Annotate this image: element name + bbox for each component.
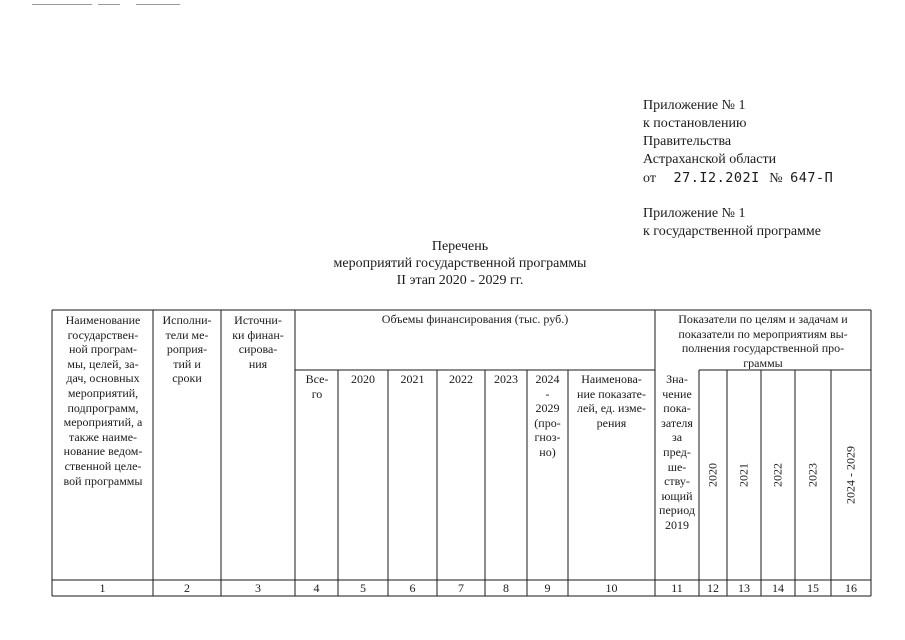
header-indicator-name: Наименова- ние показате- лей, ед. изме- рения: [577, 372, 646, 430]
column-number: 3: [255, 581, 261, 595]
decree-date: 27.I2.202I: [673, 170, 760, 186]
header-indicator-year-2023: 2023: [805, 463, 820, 487]
document-title: [300, 238, 620, 289]
decree-prefix: от: [643, 171, 656, 186]
decree-number-sign: №: [769, 171, 783, 186]
column-number: 8: [503, 581, 509, 595]
column-number: 12: [707, 581, 719, 595]
column-number: 9: [544, 581, 551, 595]
appendix-resolution: [643, 97, 833, 187]
header-indicators: Показатели по целям и задачам и показатели по мероприятиям вы- полнения государственной про- граммы: [678, 312, 848, 369]
header-funding-2020: 2020: [351, 372, 375, 386]
header-funding-2022: 2022: [449, 372, 473, 386]
title-line: мероприятий государственной программы: [333, 256, 587, 271]
column-number: 7: [458, 581, 464, 595]
column-number: 2: [184, 581, 190, 595]
title-line: Перечень: [431, 239, 489, 254]
header-indicator-year-2020: 2020: [705, 463, 720, 487]
header-funding-2024-2029: 2024 - 2029 (про- гноз- но): [534, 372, 561, 459]
column-number: 1: [99, 581, 106, 595]
decree-line: [643, 169, 833, 187]
column-number: 14: [772, 581, 784, 595]
appendix-line: к государственной программе: [643, 224, 821, 239]
header-indicator-year-2021: 2021: [736, 463, 751, 487]
scan-artifact-line: [32, 4, 92, 5]
header-executors: Исполни- тели ме- роприя- тий и сроки: [162, 313, 212, 386]
appendix-line: Приложение № 1: [643, 98, 746, 113]
header-program-name: Наименование государствен- ной програм- мы, целей, за- дач, основных мероприятий, подпрограмм, мероприятий, а также наиме- нование ведом- ственной целе- вой программы: [63, 313, 143, 488]
appendix-program: [643, 205, 821, 241]
appendix-line: Приложение № 1: [643, 206, 746, 221]
column-number: 11: [671, 581, 683, 595]
header-indicator-year-2024-2029: 2024 - 2029: [843, 446, 858, 504]
appendix-line: Астраханской области: [643, 152, 777, 167]
header-indicator-year-2022: 2022: [770, 463, 785, 487]
header-funding-total: Все- го: [305, 372, 329, 401]
appendix-line: Правительства: [643, 134, 732, 149]
column-number: 6: [409, 581, 416, 595]
header-funding-sources: Источни- ки финан- сирова- ния: [232, 313, 284, 371]
column-number: 16: [845, 581, 857, 595]
column-number: 10: [605, 581, 618, 595]
appendix-line: к постановлению: [643, 116, 747, 131]
scan-artifact-line: [98, 4, 120, 5]
decree-number: 647-П: [790, 170, 834, 186]
header-funding-2023: 2023: [494, 372, 518, 386]
title-line: II этап 2020 - 2029 гг.: [396, 273, 524, 288]
column-number: 5: [360, 581, 366, 595]
column-number: 13: [738, 581, 750, 595]
scan-artifact-line: [136, 4, 180, 5]
column-number: 15: [807, 581, 819, 595]
header-base-value-2019: Зна- чение пока- зателя за пред- ше- ству- ющий период 2019: [659, 372, 695, 532]
column-number: 4: [313, 581, 320, 595]
header-funding-volume: Объемы финансирования (тыс. руб.): [381, 312, 569, 326]
header-funding-2021: 2021: [400, 372, 425, 386]
